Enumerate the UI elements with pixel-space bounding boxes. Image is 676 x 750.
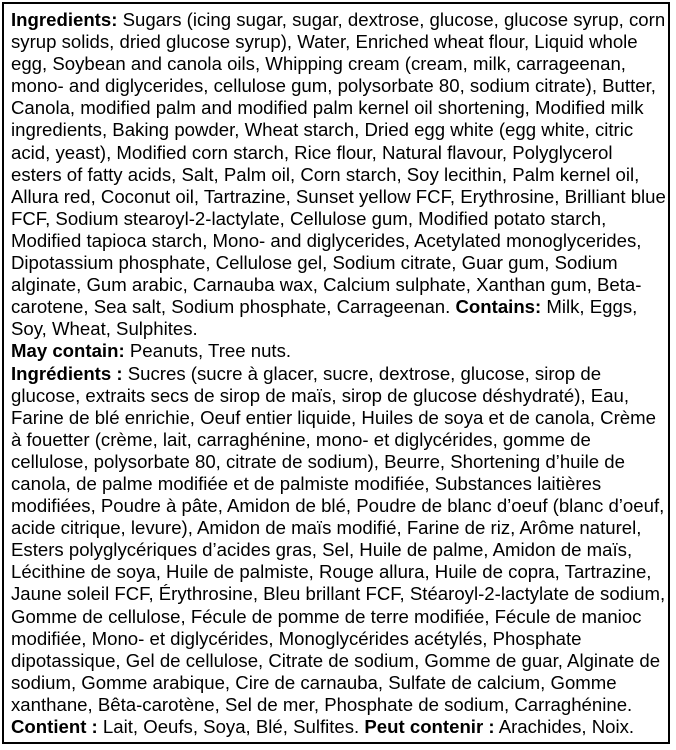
english-ingredients-paragraph [11, 9, 667, 340]
french-may-contain-list: Arachides, Noix. [494, 716, 635, 737]
english-may-contain-list: Peanuts, Tree nuts. [124, 340, 292, 362]
french-contains-heading: Contient : [11, 716, 98, 737]
french-may-contain-heading: Peut contenir : [364, 716, 495, 737]
english-may-contain-paragraph [11, 340, 667, 362]
ingredients-label-panel [2, 2, 670, 744]
english-contains-heading: Contains: [455, 296, 542, 318]
english-may-contain-heading: May contain: [11, 340, 125, 362]
french-ingredients-list: Sucres (sucre à glacer, sucre, dextrose, glucose, sirop de glucose, extraits secs de sirop de maïs, sirop de glucose déshydraté), Eau, Farine de blé enrichie, Oeuf entier liquide, Huiles de soya et de canola, Crème à fouetter (crème, lait, carraghénine, mono- et diglycérides, gomme de cellulose, polysorbate 80, citrate de sodium), Beurre, Shortening d’huile de canola, de palme modifiée et de palmiste modifiée, Substances laitières modifiées, Poudre à pâte, Amidon de blé, Poudre de blanc d’oeuf (blanc d’oeuf, acide citrique, levure), Amidon de maïs modifié, Farine de riz, Arôme naturel, Esters polyglycériques d’acides gras, Sel, Huile de palme, Amidon de maïs, Lécithine de soya, Huile de palmiste, Rouge allura, Huile de copra, Tartrazine, Jaune soleil FCF, Érythrosine, Bleu brillant FCF, Stéaroyl-2-lactylate de sodium, Gomme de cellulose, Fécule de pomme de terre modifiée, Fécule de manioc modifiée, Mono- et diglycérides, Monoglycérides acétylés, Phosphate dipotassique, Gel de cellulose, Citrate de sodium, Gomme de guar, Alginate de sodium, Gomme arabique, Cire de carnauba, Sulfate de calcium, Gomme xanthane, Bêta-carotène, Sel de mer, Phosphate de sodium, Carraghénine. [11, 362, 666, 715]
french-ingredients-heading: Ingrédients : [11, 362, 123, 384]
english-ingredients-heading: Ingredients: [11, 9, 118, 30]
french-ingredients-paragraph [11, 363, 667, 739]
french-contains-list: Lait, Oeufs, Soya, Blé, Sulfites. [97, 716, 365, 737]
english-ingredients-list: Sugars (icing sugar, sugar, dextrose, glucose, glucose syrup, corn syrup solids, dried glucose syrup), Water, Enriched wheat flour, Liquid whole egg, Soybean and canola oils, Whipping cream (cream, milk, carrageenan, mono- and diglycerides, cellulose gum, polysorbate 80, sodium citrate), Butter, Canola, modified palm and modified palm kernel oil shortening, Modified milk ingredients, Baking powder, Wheat starch, Dried egg white (egg white, citric acid, yeast), Modified corn starch, Rice flour, Natural flavour, Polyglycerol esters of fatty acids, Salt, Palm oil, Corn starch, Soy lecithin, Palm kernel oil, Allura red, Coconut oil, Tartrazine, Sunset yellow FCF, Erythrosine, Brilliant blue FCF, Sodium stearoyl-2-lactylate, Cellulose gum, Modified potato starch, Modified tapioca starch, Mono- and diglycerides, Acetylated monoglycerides, Dipotassium phosphate, Cellulose gel, Sodium citrate, Guar gum, Sodium alginate, Gum arabic, Carnauba wax, Calcium sulphate, Xanthan gum, Beta-carotene, Sea salt, Sodium phosphate, Carrageenan. [11, 9, 666, 318]
english-contains-list: Milk, Eggs, Soy, Wheat, Sulphites. [11, 296, 638, 340]
ingredients-text-block [11, 9, 667, 738]
